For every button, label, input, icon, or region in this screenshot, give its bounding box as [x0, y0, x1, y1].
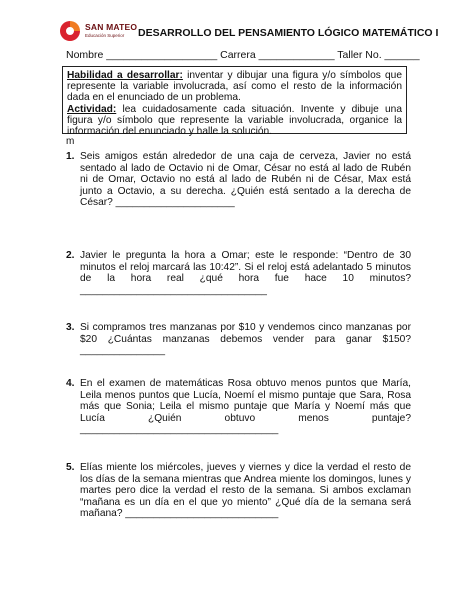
question-text: Seis amigos están alrededor de una caja de cerveza, Javier no está sentado al lado de Octavio ni de Omar, César no está al lado de Rubén ni de Omar, Octavio no está al lado de Rubén ni de César, Max está junto a Octavio, a su derecha. ¿Quién está sentado a la derecha de César? _____________________ — [80, 151, 411, 209]
stray-mark: m — [66, 136, 75, 147]
student-fields-line: Nombre ___________________ Carrera _____________ Taller No. ______ — [66, 49, 420, 61]
question-3 — [66, 322, 411, 357]
page-title: DESARROLLO DEL PENSAMIENTO LÓGICO MATEMÁTICO I — [138, 27, 439, 39]
skill-label: Habilidad a desarrollar: — [67, 70, 183, 81]
logo-subtitle: Educación Superior — [85, 33, 125, 38]
logo-name: SAN MATEO — [85, 22, 138, 32]
question-2 — [66, 250, 411, 296]
activity-paragraph — [67, 104, 402, 138]
skill-text: inventar y dibujar una figura y/o símbolos que represente la variable involucrada, así como el resto de la información dada en el enunciado de un problema. — [67, 70, 402, 104]
instructions-box — [62, 66, 407, 138]
question-4 — [66, 378, 411, 436]
skill-paragraph — [67, 70, 402, 104]
question-1 — [66, 151, 411, 209]
question-number: 3. — [66, 322, 75, 333]
question-number: 5. — [66, 462, 75, 473]
activity-text: lea cuidadosamente cada situación. Invente y dibuje una figura y/o símbolo que represente la variable involucrada, organice la información del enunciado y halle la solución. — [67, 103, 402, 138]
question-number: 4. — [66, 378, 75, 389]
question-text: Javier le pregunta la hora a Omar; este le responde: “Dentro de 30 minutos el reloj marcará las 10:42”. Si el reloj está adelantado 5 minutos de la hora real ¿qué hora fue hace 10 minutos? _________________________________ — [80, 250, 411, 296]
question-text: Elías miente los miércoles, jueves y viernes y dice la verdad el resto de los días de la semana mientras que Andrea miente los domingos, lunes y martes pero dice la verdad el resto de la semana. Si ambos exclaman “mañana es un día en el que yo miento” ¿Qué día de la semana será mañana? ___________________________ — [80, 462, 411, 520]
san-mateo-logo — [58, 19, 146, 45]
activity-label: Actividad: — [67, 103, 117, 115]
question-text: En el examen de matemáticas Rosa obtuvo menos puntos que María, Leila menos puntos que Lucía, Noemí el mismo puntaje que Sara, Rosa más que Sonia; Leila el mismo puntaje que María y Noemí más que Lucía ¿Quién obtuvo menos puntaje? ___________________________________ — [80, 378, 411, 436]
question-number: 2. — [66, 250, 75, 261]
question-number: 1. — [66, 151, 75, 162]
logo-emblem-icon — [58, 19, 82, 43]
question-5 — [66, 462, 411, 520]
question-text: Si compramos tres manzanas por $10 y vendemos cinco manzanas por $20 ¿Cuántas manzanas debemos vender para ganar $150? _______________ — [80, 322, 411, 357]
